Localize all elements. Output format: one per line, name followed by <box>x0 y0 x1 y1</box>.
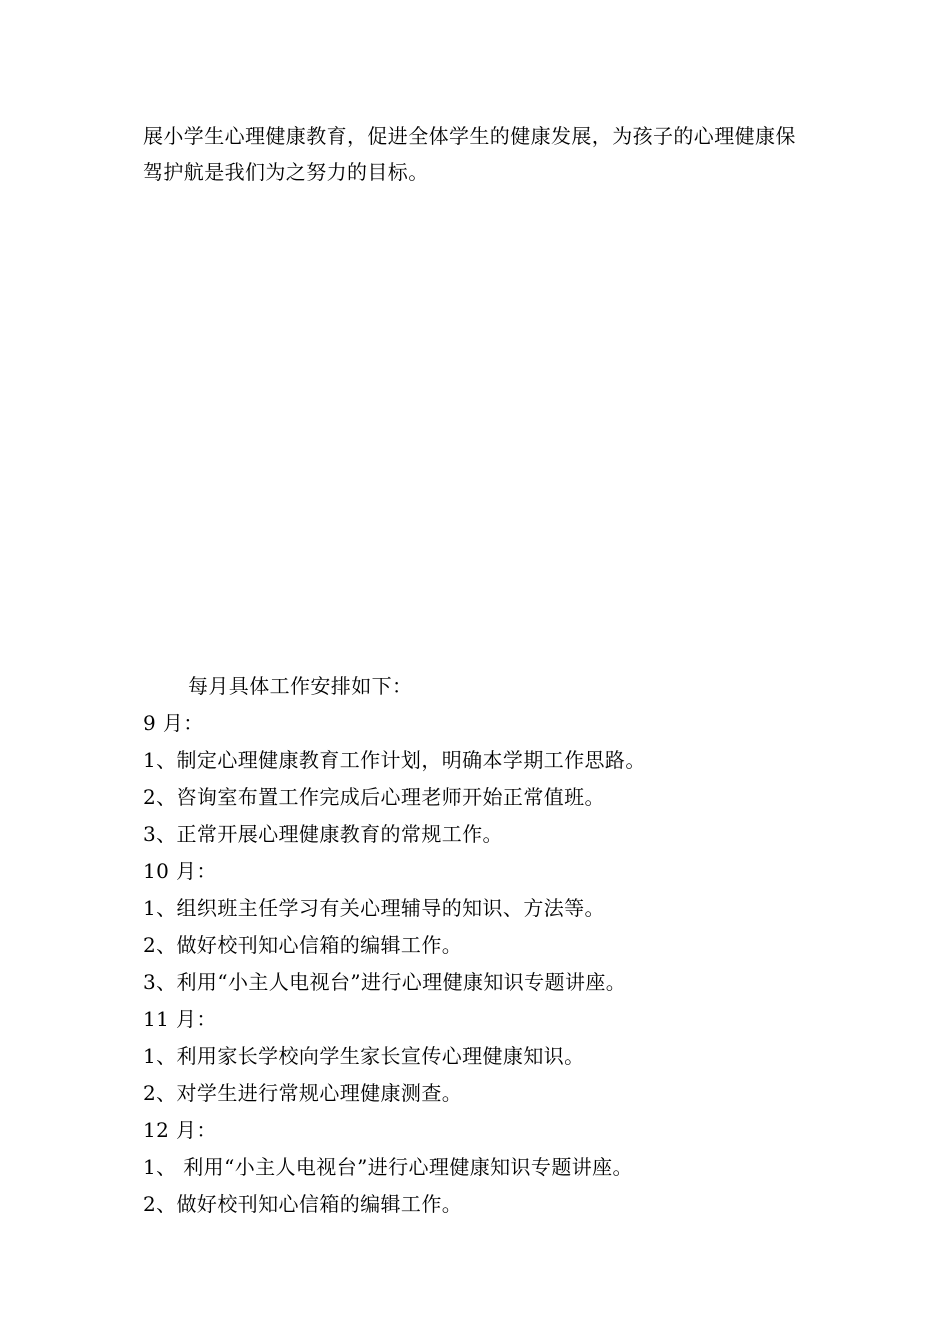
schedule-item: 1、 利用“小主人电视台”进行心理健康知识专题讲座。 <box>143 1155 633 1179</box>
schedule-item: 2、做好校刊知心信箱的编辑工作。 <box>143 1192 463 1216</box>
schedule-item: 2、咨询室布置工作完成后心理老师开始正常值班。 <box>143 785 605 809</box>
schedule-item: 2、对学生进行常规心理健康测查。 <box>143 1081 463 1105</box>
schedule-item: 3、正常开展心理健康教育的常规工作。 <box>143 822 503 846</box>
schedule-item: 3、利用“小主人电视台”进行心理健康知识专题讲座。 <box>143 970 627 994</box>
schedule-item: 1、组织班主任学习有关心理辅导的知识、方法等。 <box>143 896 605 920</box>
schedule-item: 1、利用家长学校向学生家长宣传心理健康知识。 <box>143 1044 585 1068</box>
intro-paragraph: 展小学生心理健康教育，促进全体学生的健康发展，为孩子的心理健康保驾护航是我们为之努力的目标。 <box>143 124 796 184</box>
schedule-item: 2、做好校刊知心信箱的编辑工作。 <box>143 933 463 957</box>
month-heading-december: 12 月： <box>143 1118 217 1142</box>
schedule-item: 1、制定心理健康教育工作计划，明确本学期工作思路。 <box>143 748 646 772</box>
month-heading-november: 11 月： <box>143 1007 217 1031</box>
schedule-heading: 每月具体工作安排如下： <box>188 674 413 698</box>
month-heading-september: 9 月： <box>143 711 204 735</box>
monthly-schedule <box>143 668 823 1223</box>
month-heading-october: 10 月： <box>143 859 217 883</box>
